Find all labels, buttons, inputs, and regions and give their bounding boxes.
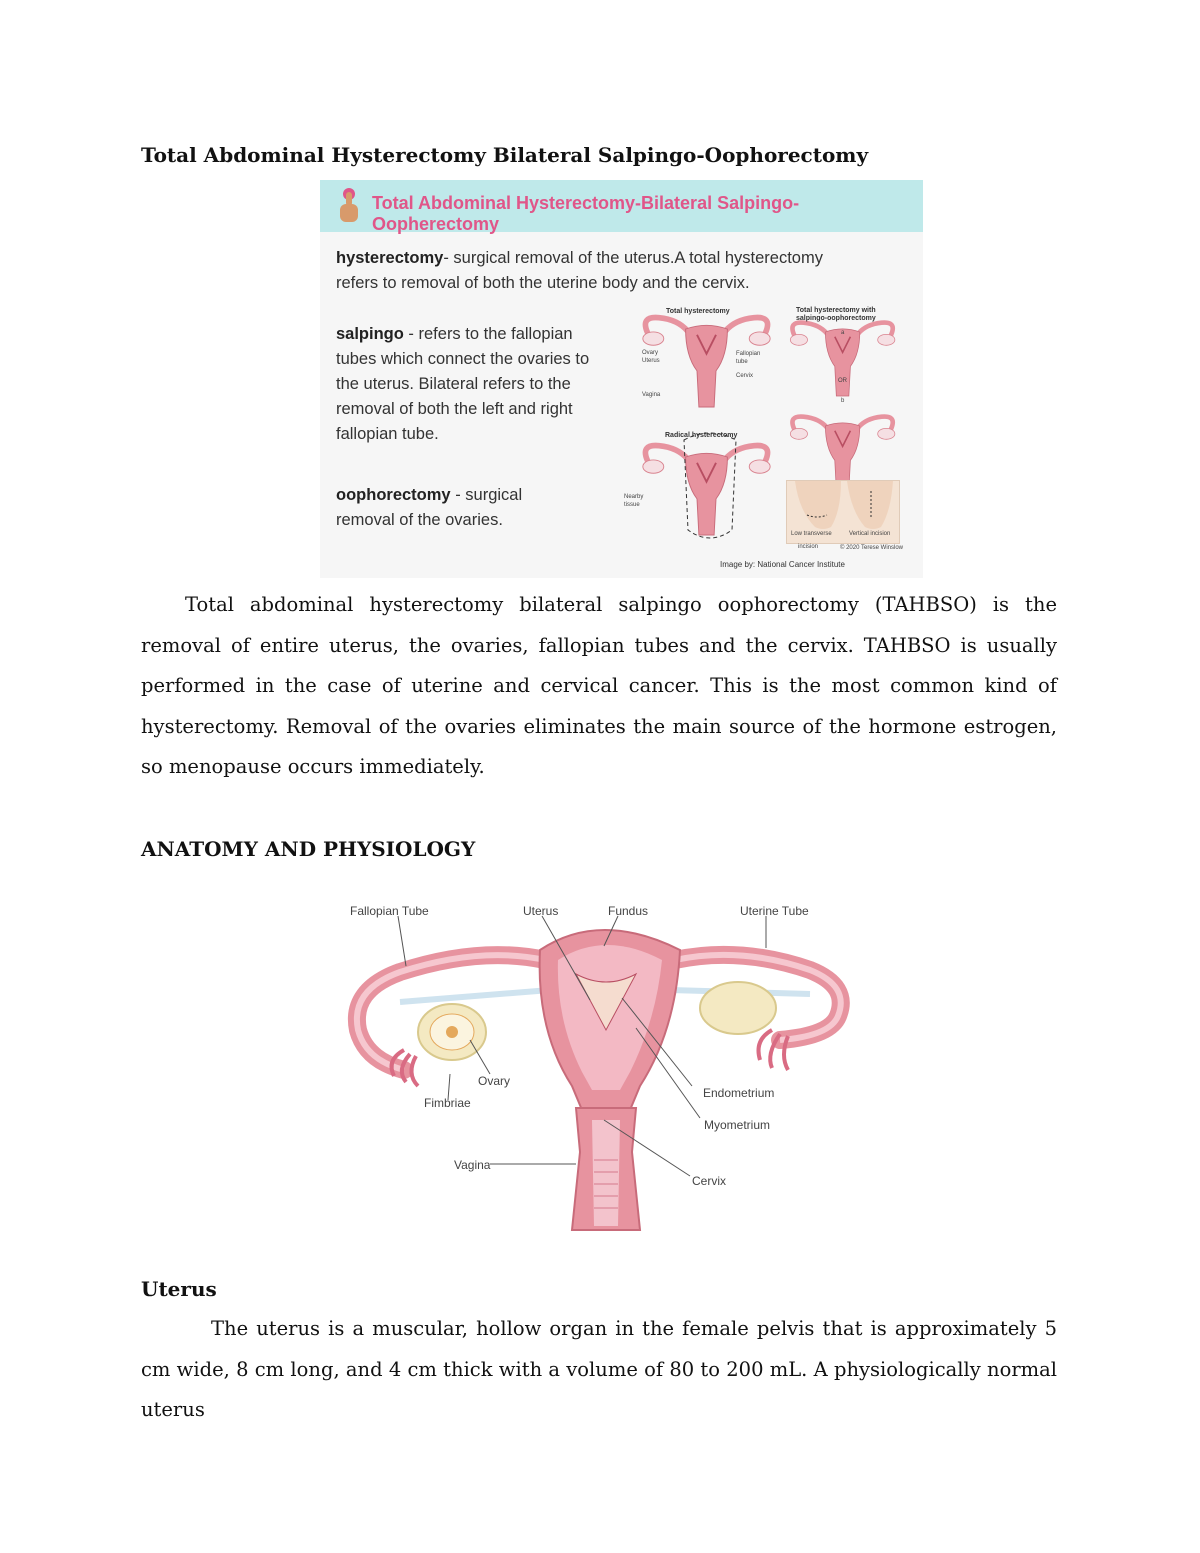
salpingo-term: salpingo	[336, 325, 404, 343]
salpingo-def-line: removal of both the left and right	[336, 400, 573, 418]
oophorectomy-definition	[336, 483, 522, 533]
right-ovary	[700, 982, 776, 1034]
label-nearby: Nearby	[624, 494, 644, 500]
label-incision: incision	[798, 544, 819, 550]
label-tube: tube	[736, 359, 748, 365]
uterus-heading: Uterus	[141, 1277, 217, 1301]
infographic-banner	[320, 180, 923, 232]
label-endometrium: Endometrium	[703, 1086, 775, 1100]
anatomy-heading: ANATOMY AND PHYSIOLOGY	[141, 837, 476, 861]
label-vagina: Vagina	[642, 392, 661, 398]
label-uterus: Uterus	[642, 358, 660, 364]
hysterectomy-term: hysterectomy	[336, 249, 444, 267]
copyright: © 2020 Terese Winslow	[840, 545, 904, 551]
label-ovary: Ovary	[478, 1074, 511, 1088]
label-vertical: Vertical incision	[849, 531, 891, 537]
label-cervix: Cervix	[692, 1174, 727, 1188]
label-or: OR	[838, 378, 847, 384]
label-myometrium: Myometrium	[704, 1118, 771, 1132]
label-fallopian-tube: Fallopian Tube	[350, 904, 429, 918]
hysterectomy-def-line: refers to removal of both the uterine body and the cervix.	[336, 274, 750, 292]
label-fundus: Fundus	[608, 904, 649, 918]
salpingo-def-line: - refers to the fallopian	[403, 325, 573, 343]
label-a: a	[841, 330, 845, 336]
oophorectomy-def-line: removal of the ovaries.	[336, 511, 503, 529]
hysterectomy-def-line: - surgical removal of the uterus.A total hysterectomy	[443, 249, 823, 267]
image-credit: Image by: National Cancer Institute	[720, 560, 845, 569]
page-title: Total Abdominal Hysterectomy Bilateral Salpingo-Oophorectomy	[141, 143, 869, 167]
oophorectomy-term: oophorectomy	[336, 486, 451, 504]
label-uterine-tube: Uterine Tube	[740, 904, 809, 918]
uterus-paragraph: The uterus is a muscular, hollow organ in the female pelvis that is approximately 5 cm wide, 8 cm long, and 4 cm thick with a volume of 80 to 200 mL. A physiologically normal uterus	[141, 1317, 1057, 1421]
infographic-title: Total Abdominal Hysterectomy-Bilateral Salpingo-Oopherectomy	[372, 193, 800, 234]
label-fallopian: Fallopian	[736, 351, 761, 357]
incision-panel	[786, 480, 900, 544]
label-b: b	[841, 398, 845, 404]
label-uterus: Uterus	[523, 904, 559, 918]
uterus-anatomy-illustration	[340, 890, 860, 1240]
uterus-anatomy-figure	[340, 890, 860, 1240]
salpingo-def-line: tubes which connect the ovaries to	[336, 350, 590, 368]
label-cervix: Cervix	[736, 373, 754, 379]
label-ovary: Ovary	[642, 350, 659, 356]
salpingo-definition	[336, 322, 589, 447]
hysterectomy-definition	[336, 246, 823, 296]
diagram-title-radical: Radical hysterectomy	[665, 432, 738, 439]
tahbso-infographic	[320, 180, 923, 578]
oophorectomy-def-line: - surgical	[455, 486, 523, 504]
diagram-title-total: Total hysterectomy	[666, 308, 730, 315]
label-low-transverse: Low transverse	[791, 531, 832, 537]
salpingo-def-line: fallopian tube.	[336, 425, 439, 443]
total-hysterectomy-diagram	[643, 318, 770, 407]
diagram-title-total-with: Total hysterectomy with	[796, 307, 876, 314]
salpingo-def-line: the uterus. Bilateral refers to the	[336, 375, 571, 393]
intro-paragraph: Total abdominal hysterectomy bilateral salpingo oophorectomy (TAHBSO) is the removal of entire uterus, the ovaries, fallopian tubes and the cervix. TAHBSO is usually performed in the case of uterine and cervical cancer. This is the most common kind of hysterectomy. Removal of the ovaries eliminates the main source of the hormone estrogen, so menopause occurs immediately.	[141, 593, 1057, 778]
diagram-title-salpingo: salpingo-oophorectomy	[796, 315, 876, 322]
label-tissue: tissue	[624, 502, 640, 508]
pointing-hand-icon	[334, 186, 364, 226]
salpingo-option-b-diagram	[790, 417, 895, 490]
radical-hysterectomy-diagram	[643, 446, 770, 535]
label-fimbriae: Fimbriae	[424, 1096, 471, 1110]
label-vagina: Vagina	[454, 1158, 491, 1172]
